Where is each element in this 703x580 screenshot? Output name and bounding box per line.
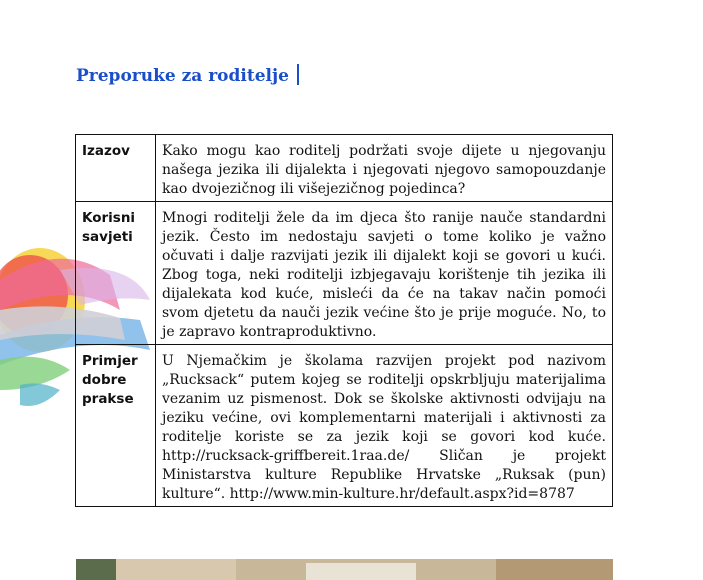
heading-accent-bar — [297, 64, 299, 85]
page-heading — [76, 64, 299, 86]
row-label: Izazov — [76, 135, 156, 202]
row-label: Primjer dobre prakse — [76, 345, 156, 507]
table-row — [76, 135, 613, 202]
row-text: Kako mogu kao roditelj podržati svoje dijete u njegovanju našega jezika ili dijalekta i njegovati njegovo samopouzdanje kao dvojezičnog ili višejezičnog pojedinca? — [156, 135, 613, 202]
table-row — [76, 345, 613, 507]
row-text: U Njemačkim je školama razvijen projekt pod nazivom „Rucksack“ putem kojeg se roditelji opskrbljuju materijalima vezanim uz pismenost. Dok se školske aktivnosti odvijaju na jeziku većine, ovi komplementarni materijali i aktivnosti za roditelje koriste se za jezik koji se govori kod kuće. http://rucksack-griffbereit.1raa.de/ Sličan je projekt Ministarstva kulture Republike Hrvatske „Ruksak (pun) kulture“. http://www.min-kulture.hr/default.aspx?id=8787 — [156, 345, 613, 507]
page-heading-text: Preporuke za roditelje — [76, 66, 289, 86]
recommendations-table — [75, 134, 613, 507]
photo-strip-image — [76, 559, 613, 580]
table-row — [76, 202, 613, 345]
row-text: Mnogi roditelji žele da im djeca što ranije nauče standardni jezik. Često im nedostaju savjeti o tome koliko je važno očuvati i dalje razvijati jezik ili dijalekt koji se govori u kući. Zbog toga, neki roditelji izbjegavaju korištenje tih jezika ili dijalekata kod kuće, misleći da će na takav način pomoći svom djetetu da nauči jezik većine što je prije moguće. No, to je zapravo kontraproduktivno. — [156, 202, 613, 345]
row-label: Korisni savjeti — [76, 202, 156, 345]
